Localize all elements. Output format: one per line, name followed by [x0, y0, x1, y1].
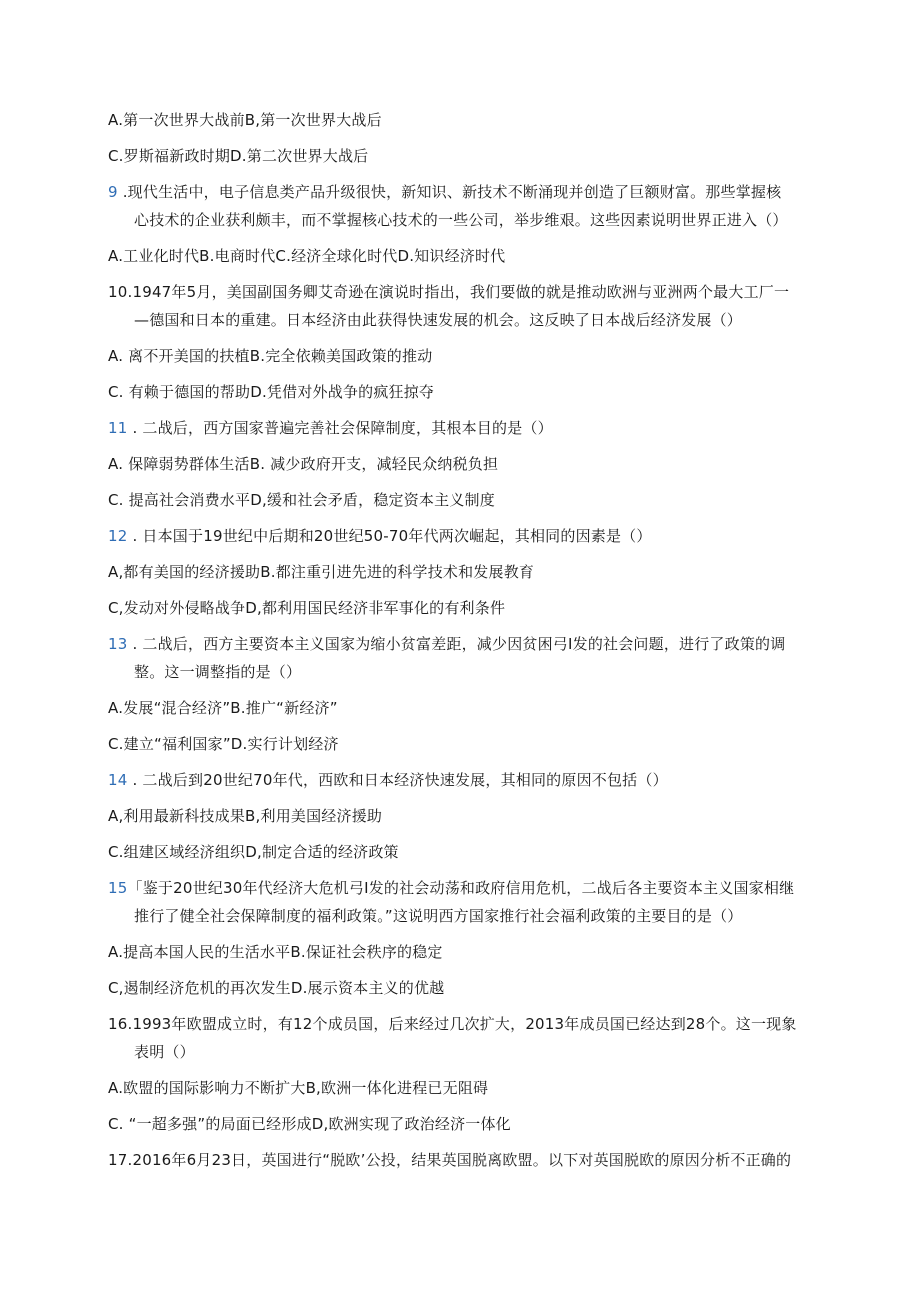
q16-options-cd: C. “一超多强”的局面已经形成D,欧洲实现了政治经济一体化 — [108, 1115, 511, 1133]
q11-options-ab: A. 保障弱势群体生活B. 减少政府开支，减轻民众纳税负担 — [108, 455, 499, 473]
q13-stem-line1: 13 . 二战后，西方主要资本主义国家为缩小贫富差距，减少因贫困弓I发的社会问题，进行了政策的调 — [108, 635, 786, 653]
q16-stem-line1: 16.1993年欧盟成立时，有12个成员国，后来经过几次扩大，2013年成员国已经达到28个。这一现象 — [108, 1015, 797, 1033]
q10-options-cd: C. 有赖于德国的帮助D.凭借对外战争的疯狂掠夺 — [108, 383, 435, 401]
q13-stem-line2: 整。这一调整指的是（） — [134, 663, 302, 681]
q13-options-ab: A.发展“混合经济”B.推广“新经济” — [108, 699, 338, 717]
q8-options-cd: C.罗斯福新政时期D.第二次世界大战后 — [108, 147, 369, 165]
q9-stem-line1: 9 .现代生活中，电子信息类产品升级很快，新知识、新技术不断涌现并创造了巨额财富。那些掌握核 — [108, 183, 782, 201]
q14-options-cd: C.组建区域经济组织D,制定合适的经济政策 — [108, 843, 399, 861]
q14-stem: 14 . 二战后到20世纪70年代，西欧和日本经济快速发展，其相同的原因不包括（） — [108, 771, 668, 789]
q12-options-cd: C,发动对外侵略战争D,都利用国民经济非军事化的有利条件 — [108, 599, 506, 617]
q13-options-cd: C.建立“福利国家”D.实行计划经济 — [108, 735, 339, 753]
q10-stem-line2: —德国和日本的重建。日本经济由此获得快速发展的机会。这反映了日本战后经济发展（） — [134, 311, 743, 329]
q9-stem-line2: 心技术的企业获利颇丰，而不掌握核心技术的一些公司，举步维艰。这些因素说明世界正进入（） — [134, 211, 788, 229]
q9-options: A.工业化时代B.电商时代C.经济全球化时代D.知识经济时代 — [108, 247, 506, 265]
q8-options-ab: A.第一次世界大战前B,第一次世界大战后 — [108, 111, 382, 129]
question-number: 9 — [108, 183, 118, 201]
q10-options-ab: A. 离不开美国的扶植B.完全依赖美国政策的推动 — [108, 347, 433, 365]
q17-stem-line1: 17.2016年6月23日，英国进行“脱欧’公投，结果英国脱离欧盟。以下对英国脱欧的原因分析不正确的 — [108, 1151, 792, 1169]
q12-options-ab: A,都有美国的经济援助B.都注重引进先进的科学技术和发展教育 — [108, 563, 535, 581]
question-number: 12 — [108, 527, 128, 545]
question-number: 11 — [108, 419, 128, 437]
q15-options-ab: A.提高本国人民的生活水平B.保证社会秩序的稳定 — [108, 943, 443, 961]
q10-stem-line1: 10.1947年5月，美国副国务卿艾奇逊在演说时指出，我们要做的就是推动欧洲与亚洲两个最大工厂一 — [108, 283, 790, 301]
q14-options-ab: A,利用最新科技成果B,利用美国经济援助 — [108, 807, 383, 825]
question-number: 13 — [108, 635, 128, 653]
q15-stem-line2: 推行了健全社会保障制度的福利政策。”这说明西方国家推行社会福利政策的主要目的是（） — [134, 907, 743, 925]
q11-stem: 11 . 二战后，西方国家普遍完善社会保障制度，其根本目的是（） — [108, 419, 553, 437]
q12-stem: 12 . 日本国于19世纪中后期和20世纪50-70年代两次崛起，其相同的因素是（） — [108, 527, 652, 545]
q15-stem-line1: 15「鉴于20世纪30年代经济大危机弓I发的社会动荡和政府信用危机，二战后各主要资本主义国家相继 — [108, 879, 795, 897]
q16-options-ab: A.欧盟的国际影响力不断扩大B,欧洲一体化进程已无阻碍 — [108, 1079, 489, 1097]
q11-options-cd: C. 提高社会消费水平D,缓和社会矛盾，稳定资本主义制度 — [108, 491, 495, 509]
question-number: 14 — [108, 771, 128, 789]
question-number: 15 — [108, 879, 128, 897]
q15-options-cd: C,遏制经济危机的再次发生D.展示资本主义的优越 — [108, 979, 445, 997]
q16-stem-line2: 表明（） — [134, 1043, 195, 1061]
